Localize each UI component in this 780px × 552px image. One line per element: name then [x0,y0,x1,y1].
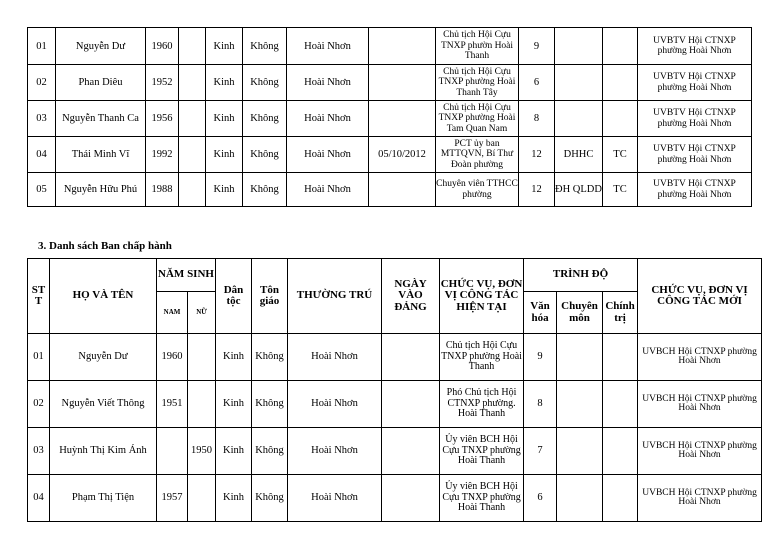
header-position: CHỨC VỤ, ĐƠN VỊ CÔNG TÁC HIỆN TẠI [440,259,524,334]
cell-year-female [188,475,216,522]
cell-join-date [369,173,436,207]
cell-education: 12 [519,137,555,173]
cell-politics: TC [603,173,638,207]
cell-politics [603,334,638,381]
cell-specialty: ĐH QLDD [555,173,603,207]
cell-ethnic: Kinh [216,475,252,522]
table-row [28,428,762,475]
cell-ethnic: Kinh [206,137,243,173]
cell-year-male: 1957 [157,475,188,522]
cell-stt: 04 [28,137,56,173]
cell-new-position: UVBTV Hội CTNXP phường Hoài Nhơn [638,65,752,101]
section-title: 3. Danh sách Ban chấp hành [38,240,172,252]
cell-year-female [179,65,206,101]
cell-year-female [188,334,216,381]
table-row [28,475,762,522]
cell-stt: 02 [28,381,50,428]
cell-specialty: DHHC [555,137,603,173]
header-stt: ST T [28,259,50,334]
cell-join-date [382,381,440,428]
cell-politics [603,65,638,101]
cell-specialty [557,428,603,475]
cell-stt: 03 [28,101,56,137]
header-name: HỌ VÀ TÊN [50,259,157,334]
cell-politics [603,428,638,475]
cell-religion: Không [252,475,288,522]
cell-education: 12 [519,173,555,207]
cell-name: Nguyễn Dư [56,28,146,65]
cell-stt: 04 [28,475,50,522]
cell-year-female [179,173,206,207]
cell-education: 6 [524,475,557,522]
cell-religion: Không [252,381,288,428]
cell-new-position: UVBTV Hội CTNXP phường Hoài Nhơn [638,101,752,137]
cell-new-position: UVBTV Hội CTNXP phường Hoài Nhơn [638,28,752,65]
members-table-top [27,27,752,207]
cell-politics [603,101,638,137]
cell-specialty [557,475,603,522]
table-row [28,28,752,65]
cell-specialty [557,381,603,428]
header-education: Văn hóa [524,292,557,334]
cell-education: 9 [524,334,557,381]
cell-year-male: 1951 [157,381,188,428]
cell-year-male: 1956 [146,101,179,137]
table-row [28,334,762,381]
cell-ethnic: Kinh [216,334,252,381]
header-female: NỮ [188,292,216,334]
cell-religion: Không [252,334,288,381]
cell-new-position: UVBCH Hội CTNXP phường Hoài Nhơn [638,428,762,475]
cell-ethnic: Kinh [206,173,243,207]
cell-position: Chủ tịch Hội Cựu TNXP phường Hoài Thanh Tây [436,65,519,101]
header-new-position: CHỨC VỤ, ĐƠN VỊ CÔNG TÁC MỚI [638,259,762,334]
cell-religion: Không [243,137,287,173]
cell-new-position: UVBCH Hội CTNXP phường Hoài Nhơn [638,334,762,381]
table-row [28,137,752,173]
cell-residence: Hoài Nhơn [287,137,369,173]
cell-position: Chuyên viên TTHCC phường [436,173,519,207]
cell-religion: Không [243,65,287,101]
header-male: NAM [157,292,188,334]
cell-stt: 02 [28,65,56,101]
cell-join-date [369,101,436,137]
cell-religion: Không [243,173,287,207]
cell-year-female: 1950 [188,428,216,475]
cell-year-male: 1960 [146,28,179,65]
cell-year-female [179,101,206,137]
cell-name: Phạm Thị Tiện [50,475,157,522]
cell-politics: TC [603,137,638,173]
cell-politics [603,28,638,65]
table-row [28,101,752,137]
cell-ethnic: Kinh [206,101,243,137]
cell-specialty [555,101,603,137]
header-specialty: Chuyên môn [557,292,603,334]
cell-religion: Không [243,101,287,137]
cell-residence: Hoài Nhơn [287,65,369,101]
cell-join-date [369,65,436,101]
cell-politics [603,381,638,428]
cell-specialty [555,65,603,101]
cell-position: Chủ tịch Hội Cựu TNXP phường Hoài Thanh [440,334,524,381]
cell-religion: Không [252,428,288,475]
table-row [28,65,752,101]
cell-year-male: 1952 [146,65,179,101]
cell-position: Ủy viên BCH Hội Cựu TNXP phường Hoài Thanh [440,428,524,475]
cell-year-male [157,428,188,475]
cell-name: Nguyễn Hữu Phú [56,173,146,207]
cell-ethnic: Kinh [216,381,252,428]
cell-specialty [557,334,603,381]
cell-education: 7 [524,428,557,475]
cell-stt: 03 [28,428,50,475]
cell-religion: Không [243,28,287,65]
cell-name: Phan Diêu [56,65,146,101]
cell-name: Nguyễn Dư [50,334,157,381]
cell-residence: Hoài Nhơn [288,381,382,428]
cell-position: Chủ tịch Hội Cựu TNXP phường Hoài Tam Quan Nam [436,101,519,137]
cell-residence: Hoài Nhơn [288,475,382,522]
cell-new-position: UVBTV Hội CTNXP phường Hoài Nhơn [638,137,752,173]
cell-education: 6 [519,65,555,101]
header-residence: THƯỜNG TRÚ [288,259,382,334]
cell-residence: Hoài Nhơn [287,173,369,207]
cell-year-male: 1960 [157,334,188,381]
cell-year-female [179,137,206,173]
cell-join-date [369,28,436,65]
cell-position: PCT ủy ban MTTQVN, Bí Thư Đoàn phường [436,137,519,173]
cell-year-male: 1992 [146,137,179,173]
table-row [28,173,752,207]
header-politics: Chính trị [603,292,638,334]
cell-name: Thái Minh Vĩ [56,137,146,173]
cell-name: Nguyễn Thanh Ca [56,101,146,137]
cell-year-male: 1988 [146,173,179,207]
cell-education: 8 [519,101,555,137]
cell-position: Phó Chủ tịch Hội CTNXP phường. Hoài Thanh [440,381,524,428]
executive-committee-table [27,258,762,522]
cell-ethnic: Kinh [206,65,243,101]
header-join-date: NGÀY VÀO ĐẢNG [382,259,440,334]
cell-position: Ủy viên BCH Hội Cựu TNXP phường Hoài Thanh [440,475,524,522]
table-row [28,381,762,428]
cell-name: Nguyễn Viết Thông [50,381,157,428]
cell-education: 8 [524,381,557,428]
cell-name: Huỳnh Thị Kim Ánh [50,428,157,475]
cell-specialty [555,28,603,65]
cell-stt: 01 [28,28,56,65]
cell-join-date [382,428,440,475]
cell-ethnic: Kinh [216,428,252,475]
cell-residence: Hoài Nhơn [288,428,382,475]
cell-position: Chủ tịch Hội Cựu TNXP phườn Hoài Thanh [436,28,519,65]
cell-join-date [382,334,440,381]
cell-stt: 05 [28,173,56,207]
cell-residence: Hoài Nhơn [287,101,369,137]
cell-residence: Hoài Nhơn [288,334,382,381]
cell-new-position: UVBTV Hội CTNXP phường Hoài Nhơn [638,173,752,207]
header-qualification: TRÌNH ĐỘ [524,259,638,292]
cell-ethnic: Kinh [206,28,243,65]
header-ethnic: Dân tộc [216,259,252,334]
cell-new-position: UVBCH Hội CTNXP phường Hoài Nhơn [638,381,762,428]
cell-politics [603,475,638,522]
cell-residence: Hoài Nhơn [287,28,369,65]
header-religion: Tôn giáo [252,259,288,334]
cell-year-female [188,381,216,428]
cell-join-date: 05/10/2012 [369,137,436,173]
cell-join-date [382,475,440,522]
cell-stt: 01 [28,334,50,381]
header-birth-year: NĂM SINH [157,259,216,292]
cell-education: 9 [519,28,555,65]
cell-new-position: UVBCH Hội CTNXP phường Hoài Nhơn [638,475,762,522]
cell-year-female [179,28,206,65]
